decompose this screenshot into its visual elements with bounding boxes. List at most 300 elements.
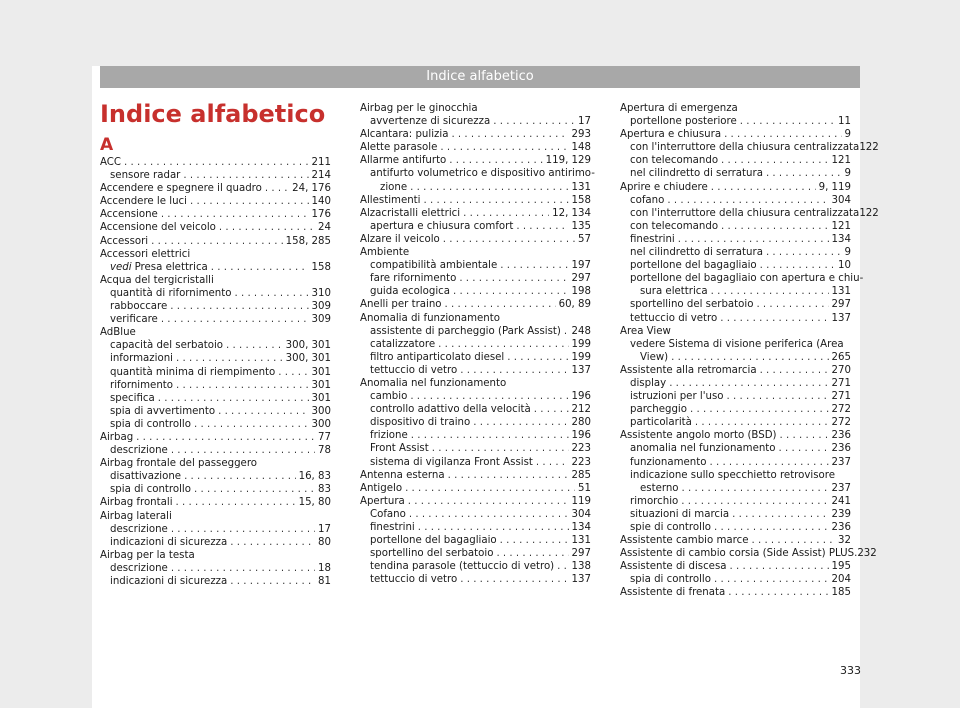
index-column-1 [100,156,331,588]
index-entry [360,246,591,259]
index-entry [100,195,331,208]
index-entry [100,379,331,392]
index-entry [620,416,851,429]
index-entry [620,312,851,325]
index-entry-pages: 158 [311,261,331,273]
index-entry-label: Accendere e spegnere il quadro [100,183,262,195]
index-entry-label: Alzare il veicolo [360,233,440,245]
index-entry-pages: 199 [571,351,591,363]
index-entry [100,261,331,274]
index-entry-label: Antigelo [360,482,403,494]
leader-dots [740,115,835,128]
index-entry-label: Airbag laterali [100,510,172,522]
index-entry-term [370,442,429,455]
running-header: Indice alfabetico [100,66,860,88]
index-entry-pages: 199 [571,338,591,350]
index-entry [620,456,851,469]
leader-dots [161,208,309,221]
index-entry [620,115,851,128]
index-entry [100,326,331,339]
index-entry [360,312,591,325]
index-entry [620,560,851,573]
index-entry-term [370,521,415,534]
index-entry-pages: 134 [571,522,591,533]
index-entry-pages: 300, 301 [285,353,331,365]
index-entry [620,442,851,455]
index-entry-pages: 236 [831,522,851,533]
leader-dots [171,523,315,536]
index-entry [360,272,591,285]
leader-dots [557,560,568,573]
index-entry-pages: 204 [831,574,851,586]
index-entry-pages: 137 [571,574,591,586]
index-entry [360,456,591,469]
index-entry-pages: 270 [831,364,851,376]
index-entry-label: spia di controllo [630,574,711,586]
index-entry-label: con l'interruttore della chiusura centralizzata [630,207,860,219]
index-entry-term [110,169,180,182]
index-entry-term [370,351,504,364]
leader-dots [151,235,282,248]
index-entry-term [630,403,687,416]
index-entry-label: compatibilità ambientale [370,260,498,272]
index-entry-label: esterno [640,482,679,494]
index-entry-label: Allarme antifurto [360,155,447,167]
index-entry-pages: 248 [571,325,591,337]
index-entry [620,298,851,311]
index-entry-pages: 214 [311,170,331,182]
index-entry [100,221,331,234]
index-entry-pages: 81 [318,576,331,587]
index-entry-term [360,194,421,207]
index-entry [100,300,331,313]
index-entry-pages: 280 [571,417,591,429]
index-entry-term [100,431,133,444]
leader-dots [730,560,829,573]
index-entry-label: funzionamento [630,456,707,468]
leader-dots [451,128,568,141]
index-entry-term [110,366,275,379]
page-number: 333 [840,664,861,677]
index-entry-label: antifurto volumetrico e dispositivo antirimo- [370,168,595,180]
index-entry [360,115,591,128]
index-entry-label: sportellino del serbatoio [370,548,494,560]
index-entry-term [360,246,409,259]
leader-dots [564,325,569,338]
index-entry-term [630,207,859,220]
index-entry-pages: 236 [831,430,851,442]
leader-dots [710,456,829,469]
leader-dots [536,456,569,469]
index-entry [100,352,331,365]
index-entry-term [640,482,679,495]
index-entry-term [620,102,738,115]
index-entry-label: descrizione [110,562,168,574]
index-entry [100,366,331,379]
index-entry-label: Apertura e chiusura [620,129,722,141]
index-entry-pages: 196 [571,430,591,442]
index-entry-label: zione [380,181,408,193]
index-entry-term [630,469,835,482]
index-entry [620,246,851,259]
index-entry-label: frizione [370,430,408,442]
index-entry-label: assistente di parcheggio (Park Assist) [370,325,561,337]
leader-dots [409,508,569,521]
index-entry [360,442,591,455]
index-entry-term [630,259,757,272]
index-entry [620,325,851,338]
index-entry-label: con telecomando [630,220,719,232]
index-entry [100,444,331,457]
index-entry-term [360,298,442,311]
index-entry-pages: 195 [831,561,851,573]
index-entry-pages: 237 [831,482,851,494]
leader-dots [714,573,829,586]
index-entry-term [370,573,457,586]
index-entry-term [370,285,450,298]
index-entry [360,508,591,521]
index-entry-label: Accendere le luci [100,196,187,208]
index-entry-term [620,429,777,442]
index-entry [100,457,331,470]
index-entry-label: descrizione [110,523,168,535]
index-entry-pages: 293 [571,129,591,141]
index-entry-pages: 272 [831,404,851,416]
index-entry-pages: 297 [571,548,591,560]
index-entry [100,208,331,221]
index-entry-pages: 17 [578,116,591,128]
leader-dots [230,575,315,588]
index-entry-term [630,233,675,246]
index-entry-term [370,560,554,573]
index-entry-label: spia di avvertimento [110,405,216,417]
index-entry-label: vedere Sistema di visione periferica (Area [630,338,844,350]
index-entry-pages: 10 [838,260,851,272]
index-entry-term [360,154,446,167]
index-entry-pages: 304 [571,508,591,520]
leader-dots [714,521,829,534]
index-entry-pages: 121 [831,155,851,167]
index-entry-pages: 271 [831,391,851,403]
index-entry [620,128,851,141]
index-entry-pages: 148 [571,142,591,154]
index-column-3 [620,102,879,600]
index-entry-term [630,115,737,128]
index-entry [360,429,591,442]
index-entry-label: filtro antiparticolato diesel [370,351,505,363]
index-entry [100,496,331,509]
index-entry [620,534,851,547]
index-entry-label: con telecomando [630,155,719,167]
index-entry-term [110,575,227,588]
index-entry [620,181,851,194]
index-entry-label: anomalia nel funzionamento [630,443,776,455]
index-entry [360,521,591,534]
index-entry-label: guida ecologica [370,286,451,298]
index-entry-term [360,128,448,141]
index-entry-pages: 121 [831,220,851,232]
index-entry-term [100,156,121,169]
index-entry-term [110,523,168,536]
leader-dots [408,495,569,508]
index-entry [620,482,851,495]
leader-dots [170,300,308,313]
leader-dots [234,287,308,300]
section-letter: A [100,135,114,155]
index-entry [360,573,591,586]
index-entry-term [370,429,408,442]
index-entry-term [110,418,191,431]
index-entry [100,156,331,169]
leader-dots [438,338,568,351]
index-entry-label: Ambiente [360,247,410,259]
leader-dots [756,298,828,311]
index-entry-pages: 122 [859,207,879,219]
leader-dots [171,562,315,575]
leader-dots [161,313,309,326]
index-entry-label: Apertura di emergenza [620,103,738,114]
index-entry-label: Accessori elettrici [100,248,191,260]
index-entry-pages: 223 [571,456,591,468]
index-entry-label: spia di controllo [110,418,191,430]
index-entry-term [110,405,215,418]
index-entry [620,351,851,364]
index-entry-term [370,547,493,560]
index-entry-term [630,338,844,351]
index-entry-pages: 131 [831,286,851,298]
leader-dots [500,259,568,272]
index-entry-pages: 300 [311,418,331,430]
index-entry-term [630,442,776,455]
index-entry-term [630,272,863,285]
index-entry-pages: 80 [318,536,331,548]
leader-dots [230,536,315,549]
index-entry-pages: 236 [831,443,851,455]
index-entry-pages: 9 [844,168,851,180]
index-entry-term [100,221,216,234]
index-entry-pages: 12, 134 [552,207,591,219]
index-entry-label: Anomalia di funzionamento [360,312,500,324]
index-entry-term [630,456,707,469]
index-entry-term [630,416,692,429]
index-entry-term [100,326,136,339]
index-entry [100,523,331,536]
index-entry-pages: 9 [844,247,851,259]
index-entry-label: istruzioni per l'uso [630,391,724,403]
leader-dots [443,233,575,246]
leader-dots [669,377,828,390]
index-entry [620,390,851,403]
index-entry [360,128,591,141]
index-entry-see-also: vedi [110,261,132,273]
index-entry-pages: 198 [571,286,591,298]
index-entry-pages: 176 [311,209,331,221]
index-entry [620,233,851,246]
index-entry-pages: 119, 129 [545,155,591,167]
index-entry-term [630,521,711,534]
index-entry-pages: 138 [571,561,591,573]
index-entry-term [620,534,748,547]
leader-dots [453,285,569,298]
leader-dots [463,207,549,220]
index-entry-label: spia di controllo [110,484,191,496]
index-entry [620,586,851,599]
leader-dots [194,418,309,431]
index-entry [620,167,851,180]
index-entry-term [100,457,257,470]
index-entry-term [370,220,513,233]
index-entry-label: quantità minima di riempimento [110,366,276,378]
index-entry-label: Cofano [370,508,406,520]
leader-dots [278,366,308,379]
index-entry-pages: 272 [831,417,851,429]
index-entry-label: verificare [110,314,158,326]
index-entry [360,560,591,573]
index-entry [620,508,851,521]
index-entry-label: nel cilindretto di serratura [630,247,763,259]
index-entry-term [110,483,191,496]
index-entry-label: Antenna esterna [360,469,445,481]
index-entry-pages: 211 [311,157,331,168]
index-entry-pages: 32 [838,535,851,547]
index-entry [360,233,591,246]
index-entry-label: descrizione [110,445,168,457]
index-entry-pages: 18 [318,562,331,574]
index-entry-term [370,325,561,338]
index-entry-term [110,339,223,352]
index-entry-label: spie di controllo [630,522,712,533]
index-entry [620,338,851,351]
index-entry [620,102,851,115]
index-entry-term [360,482,402,495]
index-entry [620,220,851,233]
index-entry-label: capacità del serbatoio [110,340,224,352]
index-entry-pages: 212 [571,404,591,416]
index-entry-pages: 9, 119 [818,181,851,193]
leader-dots [424,194,569,207]
index-entry-label: fare rifornimento [370,273,457,285]
index-entry [360,194,591,207]
index-entry [360,534,591,547]
index-entry-term [370,456,533,469]
index-entry-term [110,444,168,457]
index-entry-term [630,141,859,154]
index-entry-pages: 301 [311,366,331,378]
index-entry [620,521,851,534]
index-entry-term [620,128,721,141]
index-column-2 [360,102,595,586]
leader-dots [219,221,315,234]
index-entry-term [630,298,753,311]
index-entry-label: Presa elettrica [134,261,208,273]
page-title: Indice alfabetico [100,100,326,128]
index-entry-term [630,246,763,259]
index-entry-term [370,167,595,180]
index-entry-pages: 265 [831,351,851,363]
index-entry-term [110,352,173,365]
index-entry-label: particolarità [630,417,692,429]
index-entry-pages: 57 [578,233,591,245]
index-entry [100,549,331,562]
leader-dots [473,416,568,429]
index-entry-label: tettuccio di vetro [370,574,458,586]
index-entry-label: ACC [100,157,122,168]
index-entry-term [110,536,227,549]
index-entry-term [370,534,497,547]
index-entry-pages: 297 [571,273,591,285]
leader-dots [690,403,829,416]
leader-dots [720,312,828,325]
index-entry-pages: 196 [571,391,591,403]
index-entry-term [630,194,664,207]
index-entry-pages: 309 [311,301,331,313]
leader-dots [176,352,283,365]
leader-dots [418,521,569,534]
index-entry-term [370,390,407,403]
index-entry-label: Aprire e chiudere [620,181,708,193]
index-entry-pages: 122 [859,142,879,154]
index-entry-pages: 185 [831,587,851,599]
index-entry-term [620,364,757,377]
index-entry-label: tettuccio di vetro [370,364,458,376]
index-entry-label: rifornimento [110,379,174,391]
leader-dots [405,482,575,495]
leader-dots [171,444,315,457]
index-entry [360,207,591,220]
leader-dots [136,431,315,444]
leader-dots [124,156,309,169]
leader-dots [411,429,569,442]
leader-dots [176,379,309,392]
index-entry-pages: 310 [311,287,331,299]
index-entry-term [630,377,666,390]
index-entry-pages: 197 [571,260,591,272]
index-entry [360,167,595,180]
index-entry-pages: 78 [318,445,331,457]
index-entry-term [110,313,158,326]
index-entry-term [630,167,763,180]
index-entry-label: indicazioni di sicurezza [110,576,228,587]
index-entry-term [630,573,711,586]
index-entry-label: Anelli per traino [360,299,442,311]
index-entry [360,285,591,298]
leader-dots [445,298,556,311]
index-entry-pages: 137 [831,312,851,324]
index-entry-label: cofano [630,194,665,206]
leader-dots [695,416,829,429]
index-entry-term [110,379,173,392]
index-entry [100,169,331,182]
index-entry-label: Assistente alla retromarcia [620,364,757,376]
index-entry-term [100,195,187,208]
index-entry-pages: 131 [571,181,591,193]
index-entry-pages: 11 [838,116,851,128]
index-entry-label: Airbag [100,431,134,443]
index-entry-term [360,495,405,508]
index-entry [100,313,331,326]
index-entry [360,364,591,377]
index-entry-term [110,470,181,483]
index-entry-label: Assistente angolo morto (BSD) [620,430,777,442]
index-entry-label: tettuccio di vetro [630,312,718,324]
index-entry [620,469,851,482]
index-entry [100,562,331,575]
leader-dots [507,351,568,364]
index-entry [360,403,591,416]
index-entry-label: dispositivo di traino [370,417,471,429]
index-entry-term [370,403,531,416]
index-entry-label: Accensione [100,209,158,221]
